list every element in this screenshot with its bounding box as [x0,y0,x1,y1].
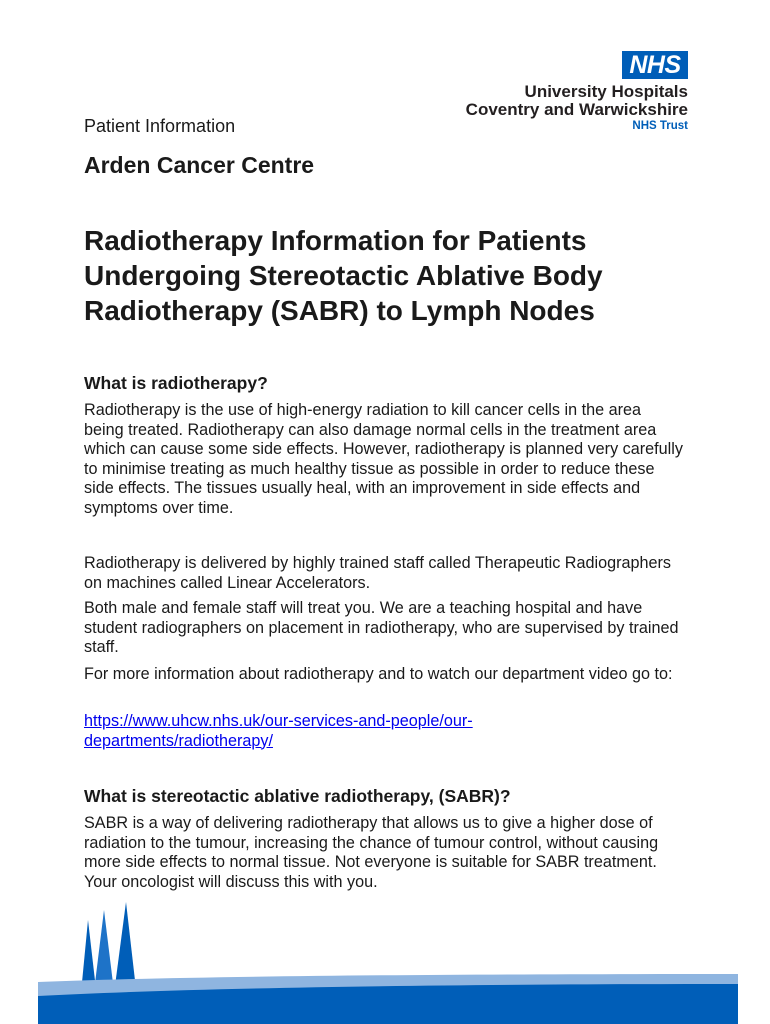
section-heading-what-is-sabr: What is stereotactic ablative radiotherapy, (SABR)? [84,786,511,806]
nhs-logo-text: NHS [629,51,681,79]
title-line: Undergoing Stereotactic Ablative Body [84,260,603,291]
paragraph-sabr-definition: SABR is a way of delivering radiotherapy that allows us to give a higher dose of radiation to the tumour, increasing the chance of tumour control, without causing more side effects to normal tissue. Not everyone is suitable for SABR treatment. Your oncologist will discuss this with you. [84,814,659,891]
nhs-logo [622,51,688,79]
paragraph-radiotherapy-definition: Radiotherapy is the use of high-energy radiation to kill cancer cells in the area being treated. Radiotherapy can also damage normal cells in the treatment area which can cause some side effects. However, radiotherapy is planned very carefully to minimise treating as much healthy tissue as possible in order to reduce these side effects. The tissues usually heal, with an improvement in side effects and symptoms over time. [84,401,683,517]
org-name-line-1: University Hospitals [524,82,688,101]
paragraph-teaching-hospital: Both male and female staff will treat you. We are a teaching hospital and have student radiographers on placement in radiotherapy, who are supervised by trained staff. [84,599,679,656]
title-line: Radiotherapy Information for Patients [84,225,587,256]
patient-information-label: Patient Information [84,116,236,136]
org-name-line-2: Coventry and Warwickshire [465,100,688,119]
org-trust-label: NHS Trust [632,120,688,132]
paragraph-delivery-staff: Radiotherapy is delivered by highly trained staff called Therapeutic Radiographers on machines called Linear Accelerators. [84,554,671,592]
paragraph-more-information: For more information about radiotherapy and to watch our department video go to: [84,665,673,683]
centre-title: Arden Cancer Centre [84,152,315,178]
title-line: Radiotherapy (SABR) to Lymph Nodes [84,295,595,326]
footer-spires-graphic [38,900,738,1024]
radiotherapy-department-link[interactable]: https://www.uhcw.nhs.uk/our-services-and-people/our-departments/radiotherapy/ [84,712,473,750]
document-title [84,223,704,328]
section-heading-what-is-radiotherapy: What is radiotherapy? [84,373,268,393]
